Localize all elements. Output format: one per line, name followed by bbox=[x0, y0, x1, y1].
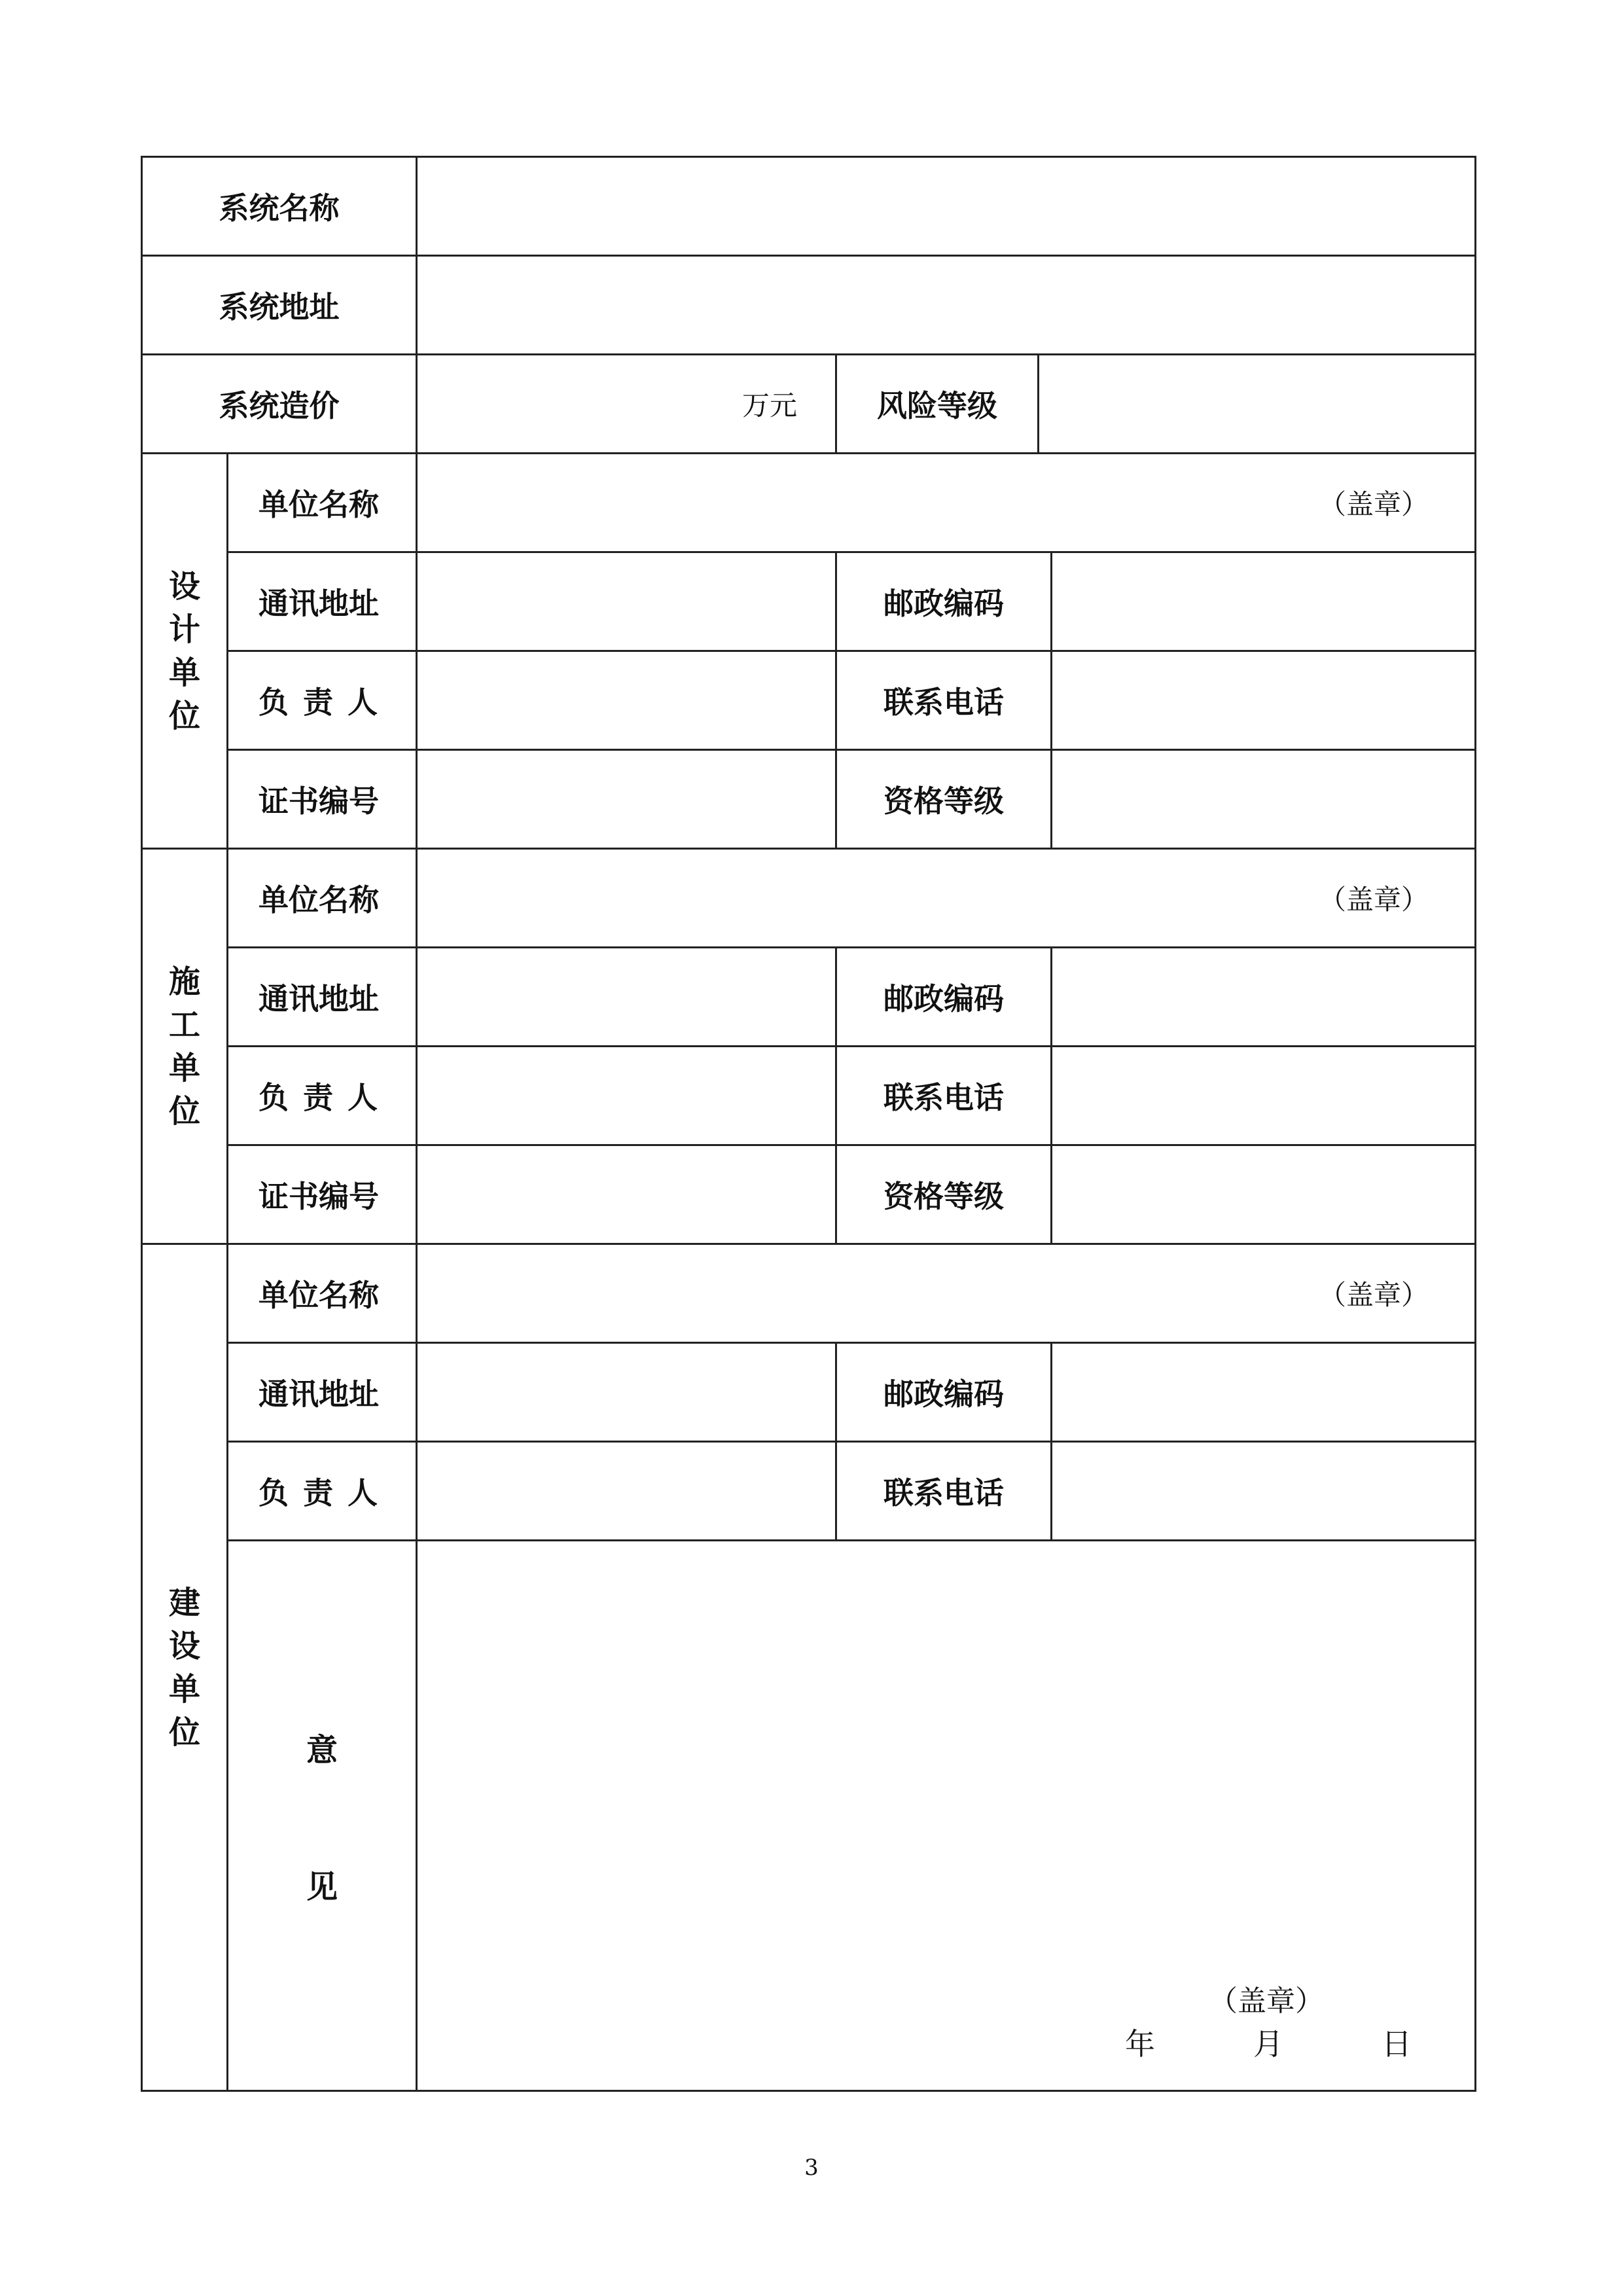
date-year: 年 bbox=[1125, 2026, 1155, 2062]
opinion-date bbox=[1125, 2020, 1412, 2064]
opinion-label bbox=[228, 1541, 417, 2091]
side-char: 建 bbox=[168, 1584, 200, 1621]
row-design-unit-name bbox=[142, 454, 1476, 552]
construction-cert-label: 证书编号 bbox=[228, 1145, 417, 1244]
design-phone-label: 联系电话 bbox=[836, 651, 1052, 750]
construction-address-label: 通讯地址 bbox=[228, 948, 417, 1047]
row-system-name bbox=[142, 157, 1476, 256]
design-unit-name-label: 单位名称 bbox=[228, 454, 417, 552]
design-address-field[interactable] bbox=[417, 552, 836, 651]
client-address-label: 通讯地址 bbox=[228, 1343, 417, 1442]
client-postcode-field[interactable] bbox=[1052, 1343, 1476, 1442]
cost-unit: 万元 bbox=[741, 389, 797, 422]
system-cost-label: 系统造价 bbox=[142, 355, 417, 454]
design-person-label: 负责人 bbox=[228, 651, 417, 750]
construction-phone-field[interactable] bbox=[1052, 1047, 1476, 1145]
client-postcode-label: 邮政编码 bbox=[836, 1343, 1052, 1442]
design-cert-label: 证书编号 bbox=[228, 750, 417, 849]
row-client-opinion bbox=[142, 1541, 1476, 2091]
construction-unit-name-label: 单位名称 bbox=[228, 849, 417, 948]
opinion-stamp-note: （盖章） bbox=[1209, 1984, 1324, 2018]
row-client-person bbox=[142, 1442, 1476, 1541]
row-design-address bbox=[142, 552, 1476, 651]
side-char: 位 bbox=[168, 1713, 200, 1751]
side-char: 单 bbox=[168, 1049, 200, 1086]
stamp-note: （盖章） bbox=[1318, 884, 1429, 916]
risk-level-field[interactable] bbox=[1039, 355, 1476, 454]
construction-address-field[interactable] bbox=[417, 948, 836, 1047]
risk-level-label: 风险等级 bbox=[836, 355, 1039, 454]
design-postcode-field[interactable] bbox=[1052, 552, 1476, 651]
row-construction-person bbox=[142, 1047, 1476, 1145]
side-char: 工 bbox=[168, 1006, 200, 1043]
system-cost-field[interactable] bbox=[417, 355, 836, 454]
system-address-label: 系统地址 bbox=[142, 256, 417, 355]
stamp-note: （盖章） bbox=[1318, 488, 1429, 520]
client-phone-label: 联系电话 bbox=[836, 1442, 1052, 1541]
row-design-cert bbox=[142, 750, 1476, 849]
client-address-field[interactable] bbox=[417, 1343, 836, 1442]
opinion-char: 意 bbox=[306, 1732, 338, 1768]
row-design-person bbox=[142, 651, 1476, 750]
page-number: 3 bbox=[804, 2155, 819, 2181]
client-person-field[interactable] bbox=[417, 1442, 836, 1541]
design-qualification-label: 资格等级 bbox=[836, 750, 1052, 849]
construction-qualification-field[interactable] bbox=[1052, 1145, 1476, 1244]
design-unit-side-label bbox=[142, 454, 228, 849]
side-char: 位 bbox=[168, 1092, 200, 1130]
design-cert-field[interactable] bbox=[417, 750, 836, 849]
row-client-unit-name bbox=[142, 1244, 1476, 1343]
client-phone-field[interactable] bbox=[1052, 1442, 1476, 1541]
design-address-label: 通讯地址 bbox=[228, 552, 417, 651]
row-system-address bbox=[142, 256, 1476, 355]
construction-unit-side-label bbox=[142, 849, 228, 1244]
design-postcode-label: 邮政编码 bbox=[836, 552, 1052, 651]
construction-unit-name-field[interactable] bbox=[417, 849, 1476, 948]
system-name-label: 系统名称 bbox=[142, 157, 417, 256]
row-construction-unit-name bbox=[142, 849, 1476, 948]
row-system-cost bbox=[142, 355, 1476, 454]
opinion-char: 见 bbox=[306, 1869, 338, 1905]
side-char: 单 bbox=[168, 1670, 200, 1708]
client-unit-name-field[interactable] bbox=[417, 1244, 1476, 1343]
client-person-label: 负责人 bbox=[228, 1442, 417, 1541]
side-char: 设 bbox=[168, 567, 200, 605]
construction-person-field[interactable] bbox=[417, 1047, 836, 1145]
construction-qualification-label: 资格等级 bbox=[836, 1145, 1052, 1244]
construction-postcode-field[interactable] bbox=[1052, 948, 1476, 1047]
design-unit-name-field[interactable] bbox=[417, 454, 1476, 552]
design-person-field[interactable] bbox=[417, 651, 836, 750]
side-char: 设 bbox=[168, 1627, 200, 1664]
date-month: 月 bbox=[1253, 2026, 1283, 2062]
date-day: 日 bbox=[1382, 2026, 1412, 2062]
stamp-note: （盖章） bbox=[1318, 1279, 1429, 1311]
construction-postcode-label: 邮政编码 bbox=[836, 948, 1052, 1047]
design-qualification-field[interactable] bbox=[1052, 750, 1476, 849]
opinion-field[interactable] bbox=[417, 1541, 1476, 2091]
row-construction-address bbox=[142, 948, 1476, 1047]
row-client-address bbox=[142, 1343, 1476, 1442]
construction-person-label: 负责人 bbox=[228, 1047, 417, 1145]
design-phone-field[interactable] bbox=[1052, 651, 1476, 750]
row-construction-cert bbox=[142, 1145, 1476, 1244]
client-unit-side-label bbox=[142, 1244, 228, 2091]
construction-cert-field[interactable] bbox=[417, 1145, 836, 1244]
registration-form-table bbox=[141, 156, 1476, 2092]
system-address-field[interactable] bbox=[417, 256, 1476, 355]
side-char: 单 bbox=[168, 654, 200, 691]
client-unit-name-label: 单位名称 bbox=[228, 1244, 417, 1343]
system-name-field[interactable] bbox=[417, 157, 1476, 256]
construction-phone-label: 联系电话 bbox=[836, 1047, 1052, 1145]
side-char: 计 bbox=[168, 611, 200, 648]
side-char: 施 bbox=[168, 963, 200, 1000]
side-char: 位 bbox=[168, 697, 200, 734]
